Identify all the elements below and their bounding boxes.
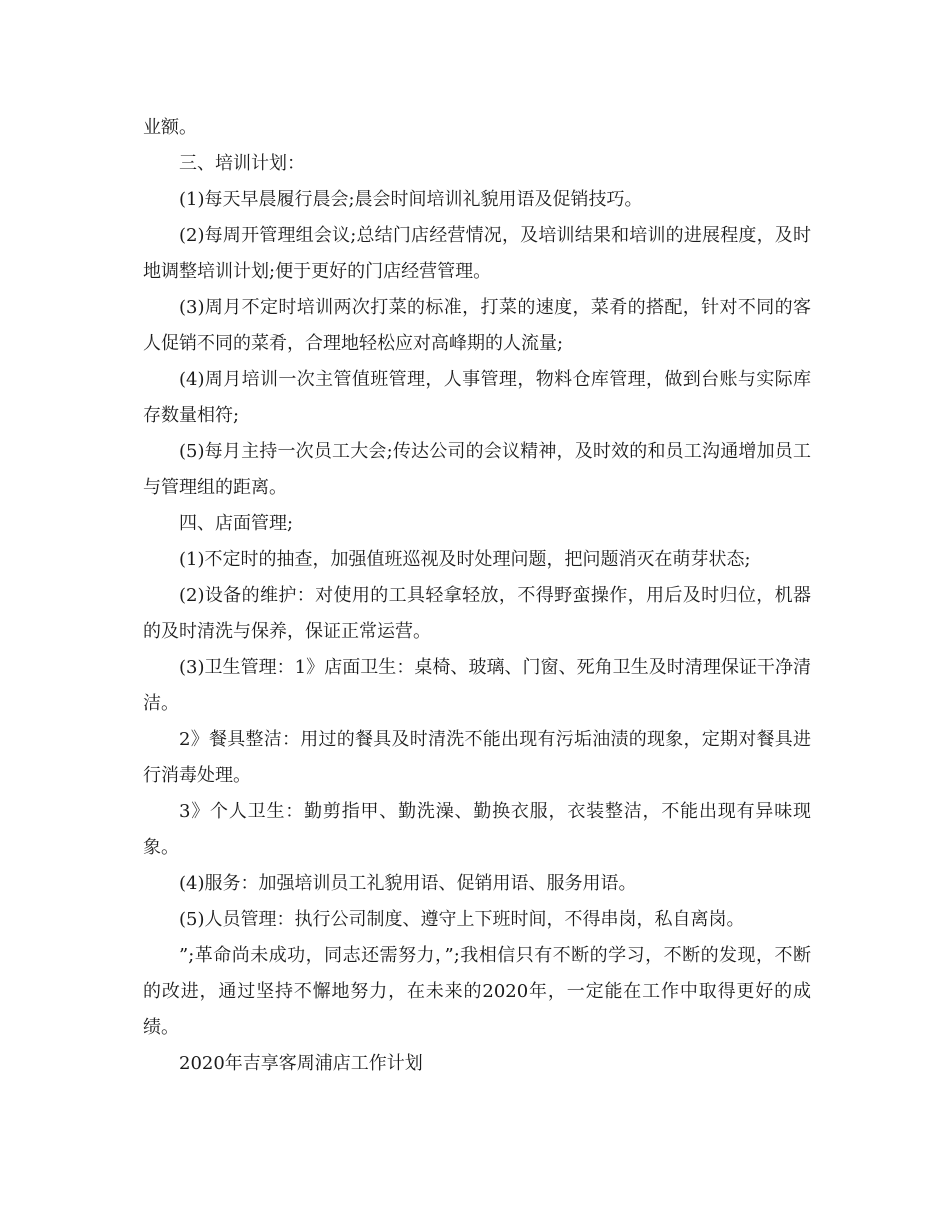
paragraph-training-4: (4)周月培训一次主管值班管理，人事管理，物料仓库管理，做到台账与实际库存数量相符; bbox=[143, 369, 811, 426]
section-heading-store-management: 四、店面管理; bbox=[179, 513, 294, 534]
paragraph-store-2: (2)设备的维护：对使用的工具轻拿轻放，不得野蛮操作，用后及时归位，机器的及时清洗与保养，保证正常运营。 bbox=[143, 585, 811, 642]
paragraph-store-5: (5)人员管理：执行公司制度、遵守上下班时间，不得串岗，私自离岗。 bbox=[179, 909, 745, 930]
paragraph-continuation: 业额。 bbox=[143, 117, 197, 138]
paragraph-training-5: (5)每月主持一次员工大会;传达公司的会议精神，及时效的和员工沟通增加员工与管理组的距离。 bbox=[143, 441, 811, 498]
document-body bbox=[143, 110, 811, 1082]
paragraph-store-3-2: 2》餐具整洁：用过的餐具及时清洗不能出现有污垢油渍的现象，定期对餐具进行消毒处理。 bbox=[143, 729, 811, 786]
paragraph-training-1: (1)每天早晨履行晨会;晨会时间培训礼貌用语及促销技巧。 bbox=[179, 189, 643, 210]
paragraph-closing: ”;革命尚未成功，同志还需努力，”;我相信只有不断的学习，不断的发现，不断的改进，通过坚持不懈地努力，在未来的2020年，一定能在工作中取得更好的成绩。 bbox=[143, 945, 811, 1038]
document-title-next: 2020年吉享客周浦店工作计划 bbox=[179, 1053, 423, 1074]
paragraph-store-3-3: 3》个人卫生：勤剪指甲、勤洗澡、勤换衣服，衣装整洁，不能出现有异味现象。 bbox=[143, 801, 811, 858]
paragraph-store-1: (1)不定时的抽查，加强值班巡视及时处理问题，把问题消灭在萌芽状态; bbox=[179, 549, 751, 570]
paragraph-training-3: (3)周月不定时培训两次打菜的标准，打菜的速度，菜肴的搭配，针对不同的客人促销不同的菜肴，合理地轻松应对高峰期的人流量; bbox=[143, 297, 811, 354]
paragraph-training-2: (2)每周开管理组会议;总结门店经营情况，及培训结果和培训的进展程度，及时地调整培训计划;便于更好的门店经营管理。 bbox=[143, 225, 811, 282]
paragraph-store-4: (4)服务：加强培训员工礼貌用语、促销用语、服务用语。 bbox=[179, 873, 637, 894]
section-heading-training-plan: 三、培训计划： bbox=[179, 153, 305, 174]
paragraph-store-3: (3)卫生管理：1》店面卫生：桌椅、玻璃、门窗、死角卫生及时清理保证干净清洁。 bbox=[143, 657, 811, 714]
